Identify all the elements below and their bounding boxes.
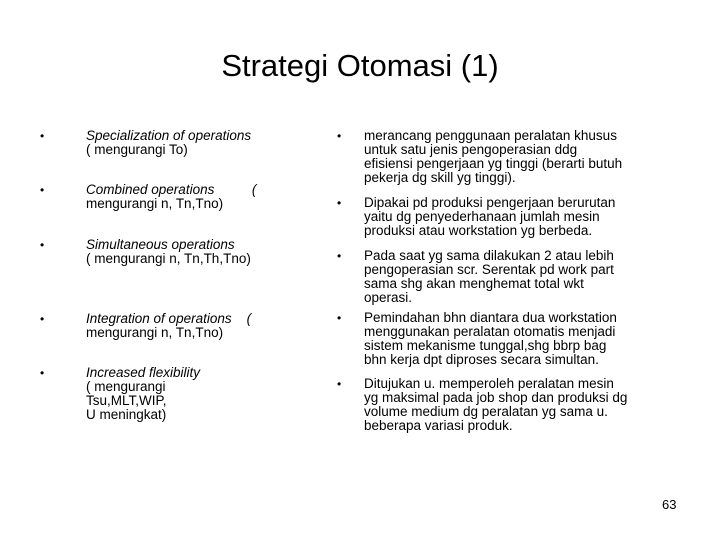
item-line: Pemindahan bhn diantara dua workstation [364,310,617,325]
bullet-icon: • [40,129,45,143]
list-item [364,196,615,238]
item-line: Combined operations ( [86,182,257,197]
item-line: Specialization of operations [86,128,252,143]
item-line: sama shg akan menghemat total wkt [364,276,584,291]
slide-title: Strategi Otomasi (1) [221,48,499,83]
item-line: ( mengurangi n, Tn,Th,Tno) [86,251,251,266]
bullet-icon: • [337,129,342,143]
list-item [364,249,614,305]
list-item [86,366,200,422]
item-line: Increased flexibility [86,365,201,380]
item-line: Tsu,MLT,WIP, [86,393,167,408]
list-item [364,377,627,433]
item-line: volume medium dg peralatan yg sama u. [364,404,608,419]
item-line: Pada saat yg sama dilakukan 2 atau lebih [364,248,614,263]
item-line: Integration of operations ( [86,311,252,326]
bullet-icon: • [337,196,342,210]
bullet-icon: • [337,377,342,391]
page-number: 63 [662,497,677,512]
bullet-icon: • [40,238,45,252]
item-line: Simultaneous operations [86,237,235,252]
item-line: Dipakai pd produksi pengerjaan berurutan [364,195,616,210]
item-line: untuk satu jenis pengoperasian ddg [364,142,578,157]
item-line: produksi atau workstation yg berbeda. [364,223,593,238]
item-line: operasi. [364,290,413,305]
item-line: pengoperasian scr. Serentak pd work part [364,262,614,277]
bullet-icon: • [40,183,45,197]
list-item [364,129,622,185]
item-line: ( mengurangi [86,379,166,394]
list-item [86,312,251,340]
item-line: mengurangi n, Tn,Tno) [86,325,224,340]
item-line: U meningkat) [86,407,167,422]
item-line: bhn kerja dpt diproses secara simultan. [364,352,599,367]
bullet-icon: • [40,366,45,380]
item-line: sistem mekanisme tunggal,shg bbrp bag [364,338,607,353]
bullet-icon: • [337,249,342,263]
list-item [86,238,251,266]
item-line: Ditujukan u. memperoleh peralatan mesin [364,376,614,391]
item-line: yg maksimal pada job shop dan produksi dg [364,390,628,405]
item-line: pekerja dg skill yg tinggi). [364,170,516,185]
item-line: menggunakan peralatan otomatis menjadi [364,324,616,339]
item-line: mengurangi n, Tn,Tno) [86,196,224,211]
list-item [86,129,251,157]
item-line: yaitu dg penyederhanaan jumlah mesin [364,209,600,224]
item-line: ( mengurangi To) [86,142,188,157]
list-item [86,183,256,211]
bullet-icon: • [337,311,342,325]
item-line: beberapa variasi produk. [364,418,513,433]
item-line: merancang penggunaan peralatan khusus [364,128,617,143]
bullet-icon: • [40,312,45,326]
list-item [364,311,617,367]
item-line: efisiensi pengerjaan yg tinggi (berarti butuh [364,156,623,171]
